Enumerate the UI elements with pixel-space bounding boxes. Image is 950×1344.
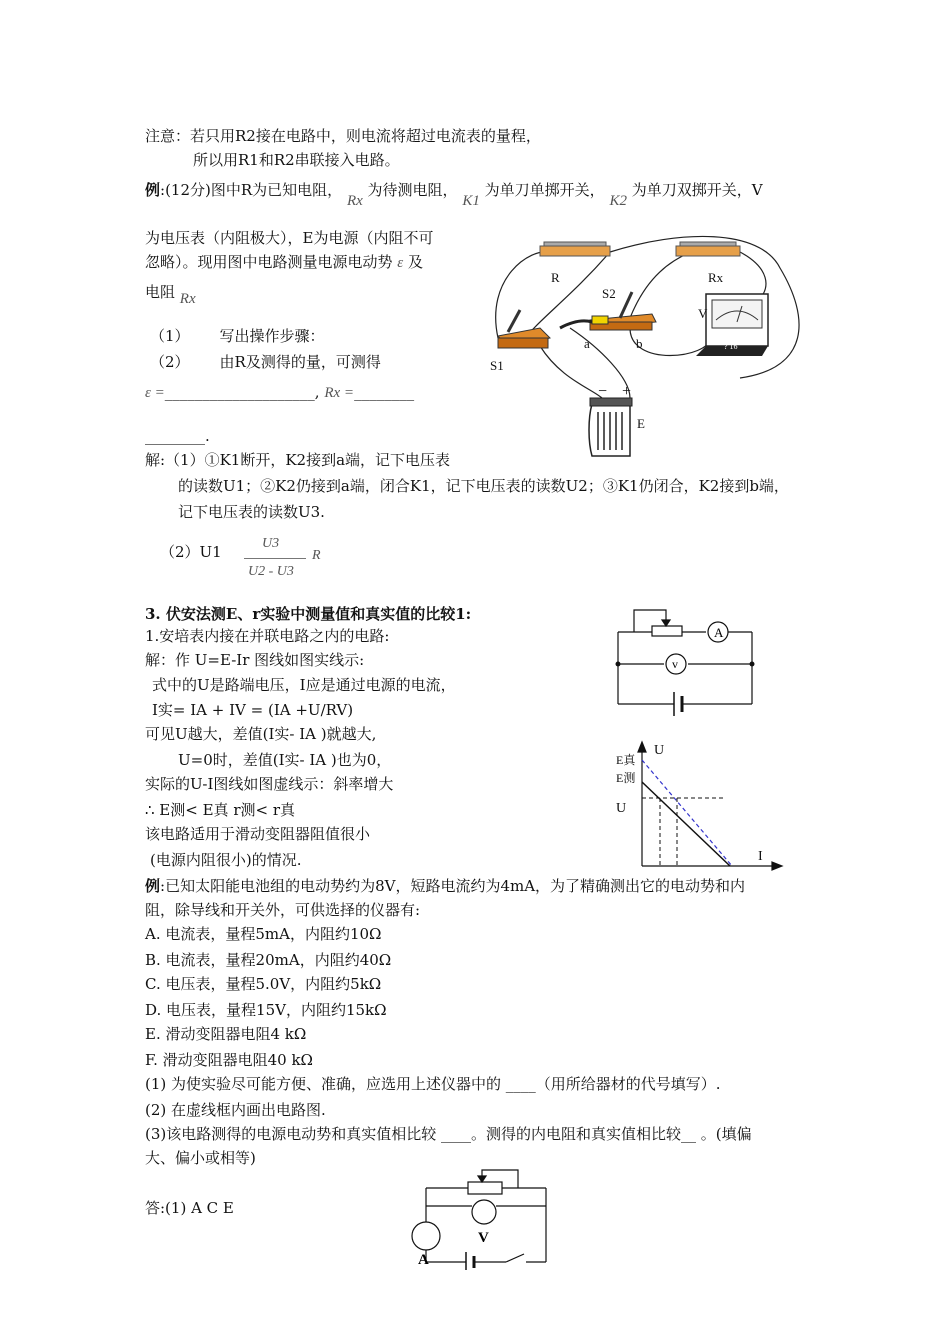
axis-i: I (758, 849, 763, 864)
voltmeter-label: v (672, 657, 678, 671)
example2-answer: 答:(1) A C E (145, 1199, 234, 1217)
meter-scale: ? 16 (724, 342, 738, 351)
label-b: b (636, 336, 643, 351)
label-rx: Rx (708, 270, 724, 285)
ammeter-label: A (418, 1252, 429, 1268)
solution-line-3: 记下电压表的读数U3. (178, 503, 325, 521)
section3-line-3: 式中的U是路端电压，I应是通过电源的电流， (152, 676, 456, 694)
rx-symbol: Rx (346, 193, 363, 209)
label-plus: + (622, 383, 632, 400)
eps-eq: ε = (145, 385, 165, 401)
blank: ________ (354, 383, 415, 401)
example1-line-3 (145, 252, 423, 273)
option-e: E. 滑动变阻器电阻4 kΩ (145, 1025, 307, 1043)
section3-line-10: (电源内阻很小)的情况. (150, 851, 302, 869)
option-c: C. 电压表，量程5.0V，内阻约5kΩ (145, 975, 382, 993)
intro-text: 为单刀单掷开关， (484, 181, 605, 199)
label-s2: S2 (602, 286, 616, 301)
fraction-r: R (312, 548, 321, 563)
section3-line-5: 可见U越大，差值(I实- IA )就越大, (145, 725, 377, 743)
circuit-figure-4 (410, 1166, 552, 1270)
answer-blanks (145, 382, 414, 403)
option-a: A. 电流表，量程5mA，内阻约10Ω (145, 925, 382, 943)
solution-line-1: 解:（1）①K1断开，K2接到a端，记下电压表 (145, 451, 451, 469)
section3-line-8: ∴ E测< E真 r测< r真 (145, 801, 295, 819)
section3-line-4: I实= IA + IV = (IA +U/RV) (152, 701, 354, 719)
label-e: E (637, 416, 645, 431)
fraction-numerator: U3 (262, 536, 280, 551)
k2-symbol: K2 (609, 193, 627, 209)
example1-line-2: 为电压表（内阻极大），E为电源（内阻不可 (145, 229, 434, 247)
label-e-true: E真 (616, 753, 636, 767)
section3-line-2: 解：作 U=E-Ir 图线如图实线示: (145, 651, 365, 669)
example2-q3: (3)该电路测得的电源电动势和真实值相比较 ____。测得的内电阻和真实值相比较__ 。(填偏 (145, 1125, 752, 1143)
example2-line-1 (145, 876, 745, 896)
q-text: 由R及测得的量，可测得 (219, 353, 381, 371)
label-u: U (616, 801, 627, 816)
section3-line-9: 该电路适用于滑动变阻器阻值很小 (145, 825, 371, 843)
voltmeter-label: V (478, 1230, 489, 1246)
circuit-figure-2 (612, 606, 758, 718)
option-d: D. 电压表，量程15V，内阻约15kΩ (145, 1001, 387, 1019)
q-num: （1） (150, 327, 190, 345)
solution-line-2: 的读数U1；②K2仍接到a端，闭合K1，记下电压表的读数U2；③K1仍闭合，K2接到b端， (178, 477, 789, 495)
answer-blank-3: ________. (145, 427, 210, 445)
label-minus: − (598, 383, 608, 400)
label-a: a (584, 336, 590, 351)
section3-title: 3. 伏安法测E、r实验中测量值和真实值的比较1: (145, 605, 472, 623)
fraction-denominator: U2 - U3 (248, 564, 294, 579)
q-text: 写出操作步骤： (219, 327, 325, 345)
k1-symbol: K1 (462, 193, 480, 209)
question-1 (150, 326, 325, 346)
example1-intro (145, 180, 763, 209)
line3-text: 及 (408, 253, 424, 271)
ammeter-label: A (714, 625, 724, 640)
ui-graph (612, 738, 792, 872)
solution-line-4: （2）U1 (160, 543, 222, 561)
intro-text: 为单刀双掷开关，V (631, 181, 763, 199)
intro-text: 为待测电阻， (367, 181, 458, 199)
section3-line-1: 1.安培表内接在并联电路之内的电路: (145, 627, 390, 645)
example2-q1: (1) 为使实验尽可能方便、准确，应选用上述仪器中的 ____（用所给器材的代号填写）. (145, 1075, 721, 1093)
note-line-1: 注意：若只用R2接在电路中，则电流将超过电流表的量程， (145, 127, 541, 145)
label-s1: S1 (490, 358, 504, 373)
intro-text: :(12分)图中R为已知电阻， (160, 181, 343, 199)
line4-text: 电阻 (145, 283, 176, 301)
rx-symbol: Rx (179, 291, 196, 307)
example2-q2: (2) 在虚线框内画出电路图. (145, 1101, 326, 1119)
note-line-2: 所以用R1和R2串联接入电路。 (193, 151, 400, 169)
option-b: B. 电流表，量程20mA，内阻约40Ω (145, 951, 392, 969)
label-v: V (698, 306, 708, 321)
example1-line-4 (145, 282, 196, 307)
label-e-meas: E测 (616, 771, 636, 785)
rx-eq: Rx = (324, 385, 355, 401)
line3-text: 忽略）。现用图中电路测量电源电动势 (145, 253, 393, 271)
blank: ____________________, (164, 383, 320, 401)
example2-line-2: 阻，除导线和开关外，可供选择的仪器有: (145, 901, 421, 919)
question-2 (150, 352, 381, 372)
fraction-bar (244, 558, 306, 559)
circuit-figure-1 (480, 228, 800, 460)
label-r: R (551, 270, 560, 285)
epsilon-symbol: ε (397, 255, 404, 271)
axis-u: U (654, 743, 665, 758)
example-label: 例 (145, 181, 161, 199)
example-label: 例 (145, 877, 161, 895)
q-num: （2） (150, 353, 190, 371)
example2-text: :已知太阳能电池组的电动势约为8V，短路电流约为4mA，为了精确测出它的电动势和内 (160, 877, 746, 895)
example2-q3-cont: 大、偏小或相等) (145, 1149, 256, 1167)
section3-line-6: U=0时，差值(I实- IA )也为0， (178, 751, 392, 769)
section3-line-7: 实际的U-I图线如图虚线示：斜率增大 (145, 775, 394, 793)
option-f: F. 滑动变阻器电阻40 kΩ (145, 1051, 313, 1069)
